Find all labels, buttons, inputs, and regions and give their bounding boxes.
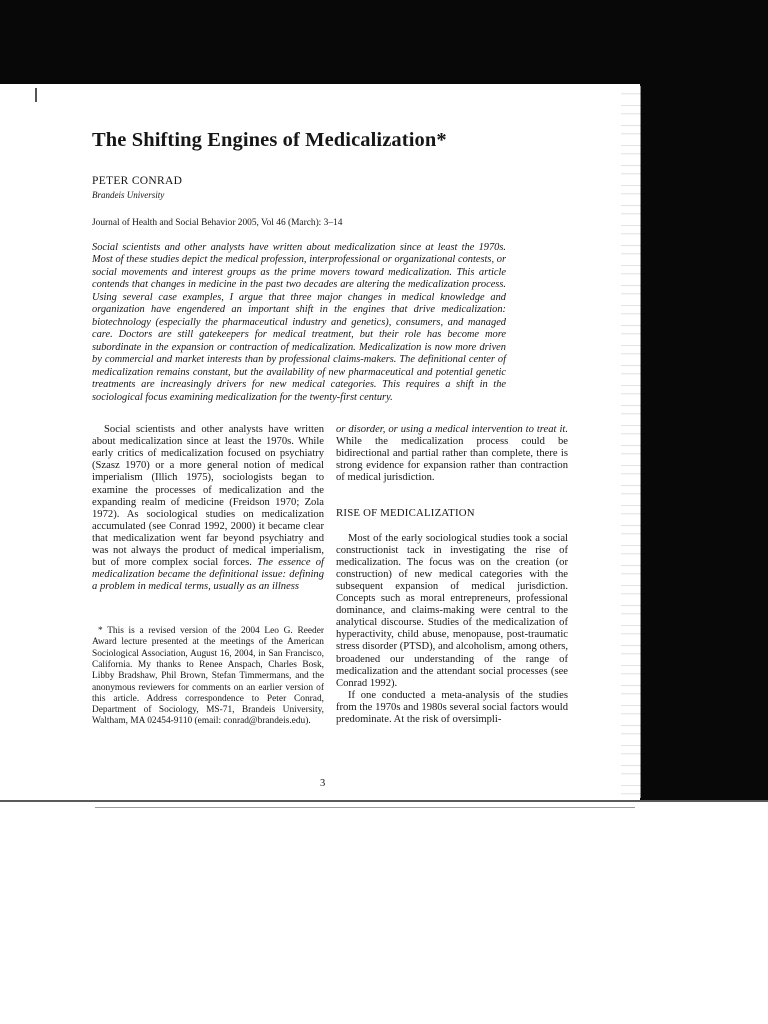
scan-edge-noise [621, 86, 641, 798]
article-page [92, 128, 570, 789]
section-heading: RISE OF MEDICALIZATION [336, 506, 475, 519]
intro-continuation-italic: or disorder, or using a medical intervention to treat it. [336, 424, 568, 436]
intro-continuation [336, 424, 568, 484]
scan-border-right [640, 0, 768, 800]
article-abstract: Social scientists and other analysts have written about medicalization since at least the 1970s. Most of these studies depict the medical profession, interprofessional or organizational contests, or social movements and interest groups as the prime movers toward medicalization. This article contends that changes in medicine in the past two decades are altering the medicalization process. Using several case examples, I argue that three major changes in medical knowledge and organization have engendered an important shift in the engines that drive medicalization: biotechnology (especially the pharmaceutical industry and genetics), consumers, and managed care. Doctors are still gatekeepers for medical treatment, but their role has become more subordinate in the expansion or contraction of medicalization. Medicalization is now more driven by commercial and market interests than by professional claims-makers. The definitional center of medicalization remains constant, but the availability of new pharmaceutical and potential genetic treatments are increasingly drivers for new medical categories. This requires a shift in the sociological focus examining medicalization for the twenty-first century. [92, 241, 506, 403]
journal-citation: Journal of Health and Social Behavior 2005, Vol 46 (March): 3–14 [92, 217, 343, 228]
page-number: 3 [320, 778, 326, 789]
author-affiliation: Brandeis University [92, 189, 165, 200]
intro-paragraph-text: Social scientists and other analysts have written about medicalization since at least the 1970s. While early critics of medicalization focused on psychiatry (Szasz 1970) or a more general notion of medical imperialism (Illich 1975), sociologists began to examine the processes of medicalization and the expanding realm of medicine (Freidson 1970; Zola 1972). As sociological studies on medicalization accumulated (see Conrad 1992, 2000) it became clear that medicalization went far beyond psychiatry and was not always the product of medical imperialism, but of more complex social forces. [92, 424, 324, 569]
left-column [92, 424, 324, 593]
intro-continuation-text: While the medicalization process could be bidirectional and partial rather than complete, there is strong evidence for expansion rather than contraction of medical jurisdiction. [336, 436, 568, 484]
article-author: PETER CONRAD [92, 174, 183, 187]
section-paragraph: If one conducted a meta-analysis of the studies from the 1970s and 1980s several social factors would predominate. At the risk of oversimpli- [336, 689, 568, 725]
scan-mark [35, 88, 37, 102]
scan-bottom-edge [0, 800, 768, 802]
footnote: * This is a revised version of the 2004 Leo G. Reeder Award lecture presented at the meetings of the American Sociological Association, August 16, 2004, in San Francisco, California. My thanks to Renee Anspach, Charles Bosk, Libby Bradshaw, Phil Brown, Stefan Timmermans, and the anonymous reviewers for comments on an earlier version of this article. Address correspondence to Peter Conrad, Department of Sociology, MS-71, Brandeis University, Waltham, MA 02454-9110 (email: conrad@brandeis.edu). [92, 626, 324, 727]
right-column [336, 424, 568, 726]
intro-paragraph-italic: The essence of medicalization became the definitional issue: defining a problem in medical terms, usually as an illness [92, 557, 325, 593]
body-columns [92, 424, 570, 754]
intro-paragraph [92, 424, 324, 593]
article-title: The Shifting Engines of Medicalization* [92, 129, 447, 151]
section-paragraph: Most of the early sociological studies took a social constructionist tack in investigating the rise of medicalization. The focus was on the creation (or construction) of new medical categories with the subsequent expansion of medical jurisdiction. Concepts such as moral entrepreneurs, professional dominance, and claims-making were central to the analytical discourse. Studies of the medicalization of hyperactivity, child abuse, menopause, post-traumatic stress disorder (PTSD), and alcoholism, among others, broadened our understanding of the range of medicalization and the attendant social processes (see Conrad 1992). [336, 532, 568, 689]
scan-bottom-shadow [95, 807, 635, 808]
